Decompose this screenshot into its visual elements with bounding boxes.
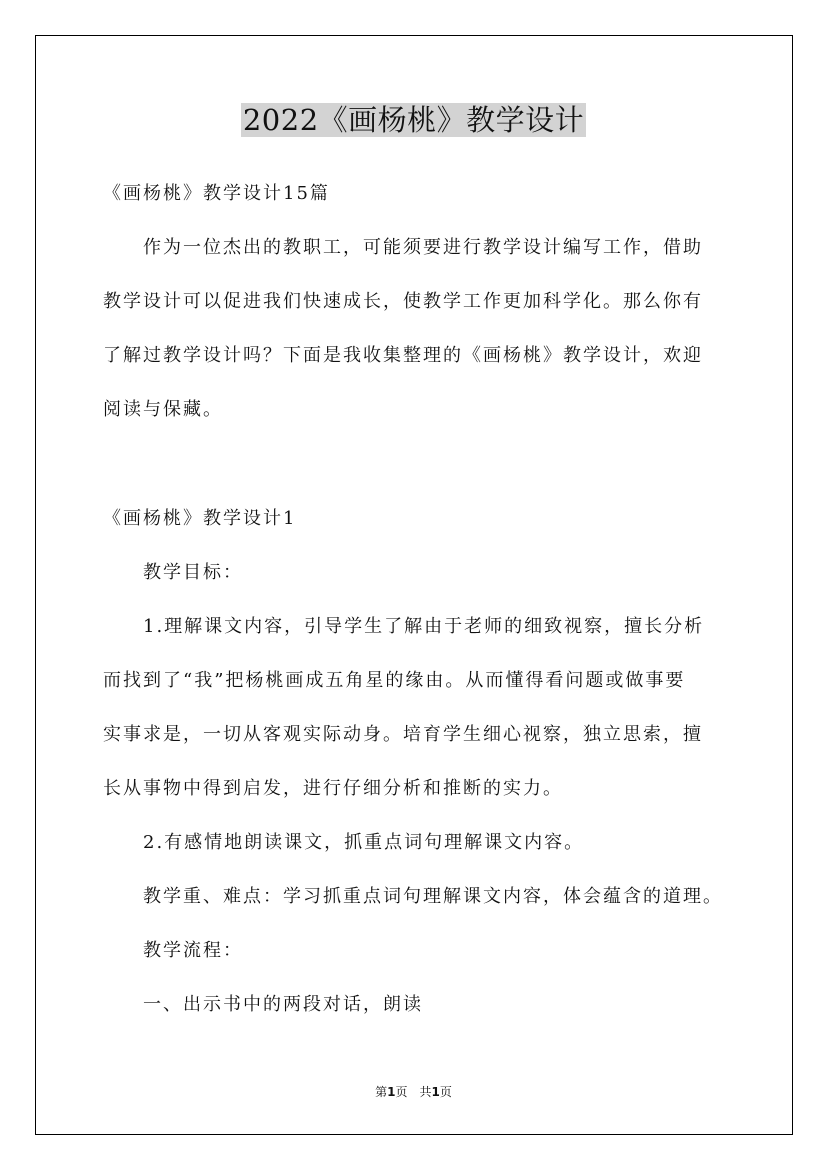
intro-line-2: 教学设计可以促进我们快速成长，使教学工作更加科学化。那么你有 xyxy=(103,291,703,312)
goal2-line: 2.有感情地朗读课文，抓重点词句理解课文内容。 xyxy=(143,832,585,853)
footer-page-suffix: 页 xyxy=(439,1085,452,1099)
intro-line-1: 作为一位杰出的教职工，可能须要进行教学设计编写工作，借助 xyxy=(143,237,703,258)
document-title-text: 2022《画杨桃》教学设计 xyxy=(242,103,585,137)
process-label: 教学流程： xyxy=(143,940,243,961)
key-points-line: 教学重、难点：学习抓重点词句理解课文内容，体会蕴含的道理。 xyxy=(143,886,723,907)
goal1-line-1: 1.理解课文内容，引导学生了解由于老师的细致视察，擅长分析 xyxy=(143,616,705,637)
goal1-line-2: 而找到了“我”把杨桃画成五角星的缘由。从而懂得看问题或做事要 xyxy=(103,670,686,691)
goal1-line-3: 实事求是，一切从客观实际动身。培育学生细心视察，独立思索，擅 xyxy=(103,724,703,745)
goals-label: 教学目标： xyxy=(143,562,243,583)
intro-line-4: 阅读与保藏。 xyxy=(103,399,223,420)
footer-page-prefix: 第 xyxy=(375,1085,388,1099)
document-title xyxy=(0,98,827,142)
footer-page-number: 1 xyxy=(387,1085,396,1099)
document-subtitle: 《画杨桃》教学设计15篇 xyxy=(103,183,330,204)
step1-line: 一、出示书中的两段对话，朗读 xyxy=(143,994,423,1015)
page-footer xyxy=(0,1084,827,1100)
section-heading: 《画杨桃》教学设计1 xyxy=(103,508,297,529)
intro-line-3: 了解过教学设计吗？下面是我收集整理的《画杨桃》教学设计，欢迎 xyxy=(103,345,703,366)
goal1-line-4: 长从事物中得到启发，进行仔细分析和推断的实力。 xyxy=(103,778,563,799)
footer-total-pages: 1 xyxy=(431,1085,440,1099)
footer-page-mid: 页 共 xyxy=(395,1085,432,1099)
